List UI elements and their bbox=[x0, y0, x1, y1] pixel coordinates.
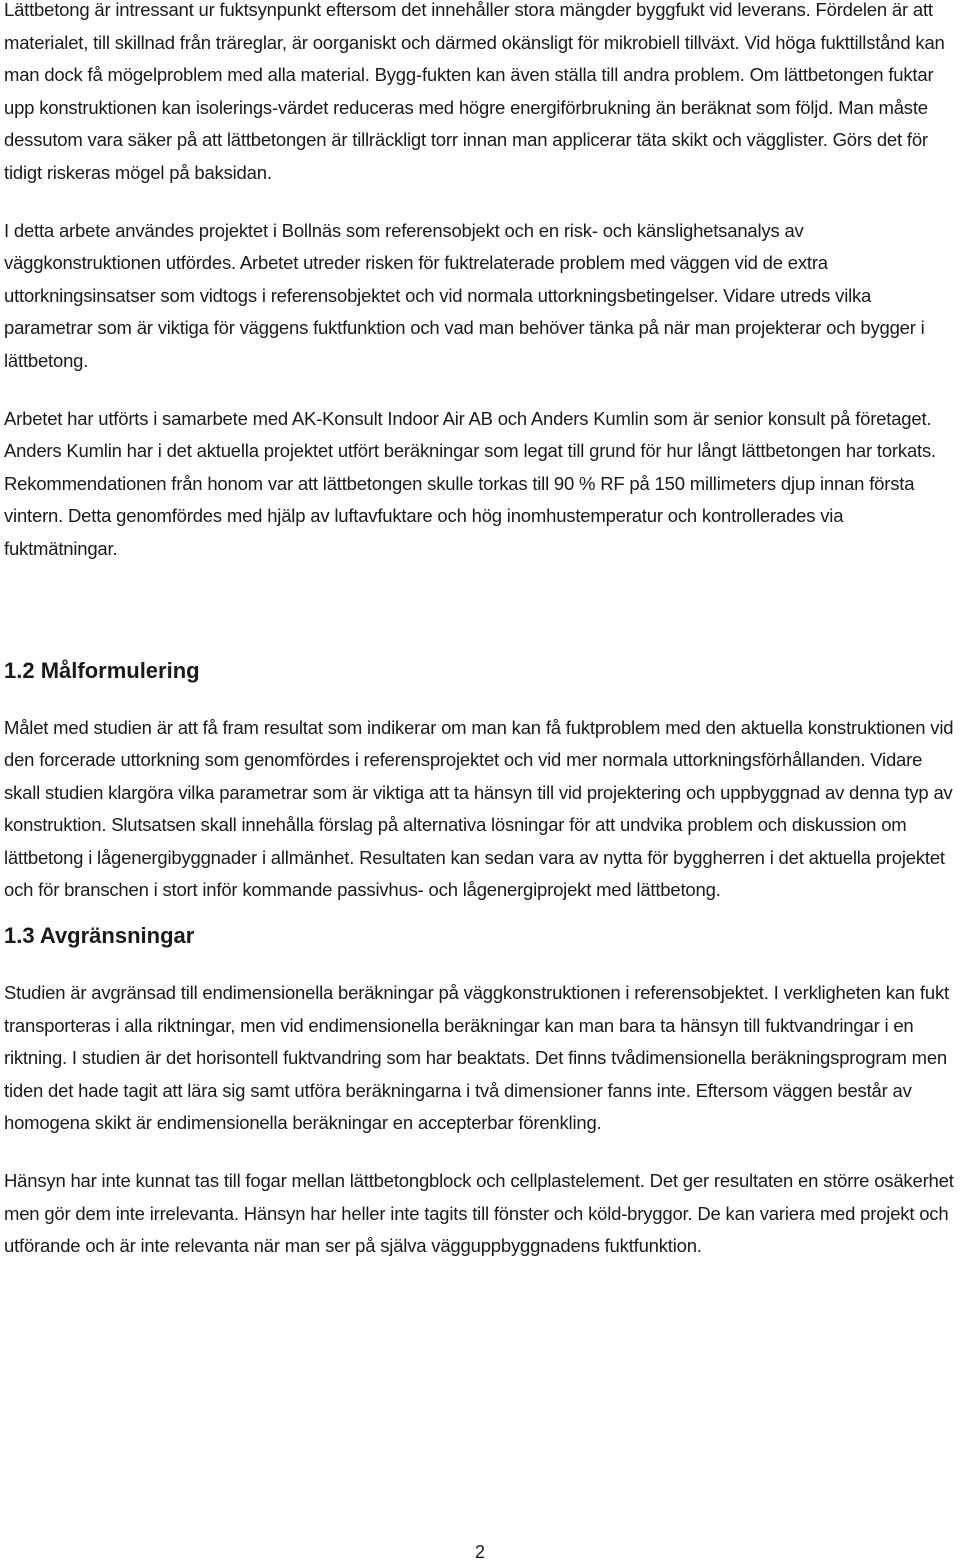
section-heading-avgransningar: 1.3 Avgränsningar bbox=[4, 923, 195, 949]
intro-paragraph-2: I detta arbete användes projektet i Bollnäs som referensobjekt och en risk- och känslighetsanalys av väggkonstruktionen utfördes. Arbetet utreder risken för fuktrelaterade problem med väggen vid de extra uttorkningsinsatser som vidtogs i referensobjektet och vid normala uttorkningsbetingelser. Vidare utreds vilka parametrar som är viktiga för väggens fuktfunktion och vad man behöver tänka på när man projekterar och bygger i lättbetong. bbox=[4, 219, 925, 371]
page-number: 2 bbox=[474, 1542, 485, 1562]
section-heading-malformulering: 1.2 Målformulering bbox=[4, 657, 200, 683]
intro-paragraph-3: Arbetet har utförts i samarbete med AK-Konsult Indoor Air AB och Anders Kumlin som är senior konsult på företaget. Anders Kumlin har i det aktuella projektet utfört beräkningar som legat till grund för hur långt lättbetongen har torkats. Rekommendationen från honom var att lättbetongen skulle torkas till 90 % RF på 150 millimeters djup innan första vintern. Detta genomfördes med hjälp av luftavfuktare och hög inomhustemperatur och kontrollerades via fuktmätningar. bbox=[4, 407, 936, 559]
avgransningar-paragraph-2: Hänsyn har inte kunnat tas till fogar mellan lättbetongblock och cellplastelement. Det ger resultaten en större osäkerhet men gör dem inte irrelevanta. Hänsyn har heller inte tagits till fönster och köld-bryggor. De kan variera med projekt och utförande och är inte relevanta när man ser på själva vägguppbyggnadens fuktfunktion. bbox=[4, 1170, 954, 1257]
document-page bbox=[4, 0, 954, 1263]
intro-paragraph-1: Lättbetong är intressant ur fuktsynpunkt eftersom det innehåller stora mängder byggfukt vid leverans. Fördelen är att materialet, till skillnad från träreglar, är oorganiskt och därmed okänsligt för mikrobiell tillväxt. Vid höga fukttillstånd kan man dock få mögelproblem med alla material. Bygg-fukten kan även ställa till andra problem. Om lättbetongen fuktar upp konstruktionen kan isolerings-värdet reduceras med högre energiförbrukning än beräknat som följd. Man måste dessutom vara säker på att lättbetongen är tillräckligt torr innan man applicerar täta skikt och vägglister. Görs det för tidigt riskeras mögel på baksidan. bbox=[4, 0, 945, 183]
avgransningar-paragraph-1: Studien är avgränsad till endimensionella beräkningar på väggkonstruktionen i referensobjektet. I verkligheten kan fukt transporteras i alla riktningar, men vid endimensionella beräkningar kan man bara ta hänsyn till fuktvandringar i en riktning. I studien är det horisontell fuktvandring som har beaktats. Det finns tvådimensionella beräkningsprogram men tiden det hade tagit att lära sig samt utföra beräkningarna i två dimensioner fanns inte. Eftersom väggen består av homogena skikt är endimensionella beräkningar en accepterbar förenkling. bbox=[4, 982, 949, 1134]
malformulering-paragraph-1: Målet med studien är att få fram resultat som indikerar om man kan få fuktproblem med den aktuella konstruktionen vid den forcerade uttorkning som genomfördes i referensprojektet och vid mer normala uttorkningsförhållanden. Vidare skall studien klargöra vilka parametrar som är viktiga att ta hänsyn till vid projektering och uppbyggnad av denna typ av konstruktion. Slutsatsen skall innehålla förslag på alternativa lösningar för att undvika problem och diskussion om lättbetong i lågenergibyggnader i allmänhet. Resultaten kan sedan vara av nytta för byggherren i det aktuella projektet och för branschen i stort inför kommande passivhus- och lågenergiprojekt med lättbetong. bbox=[4, 716, 954, 901]
